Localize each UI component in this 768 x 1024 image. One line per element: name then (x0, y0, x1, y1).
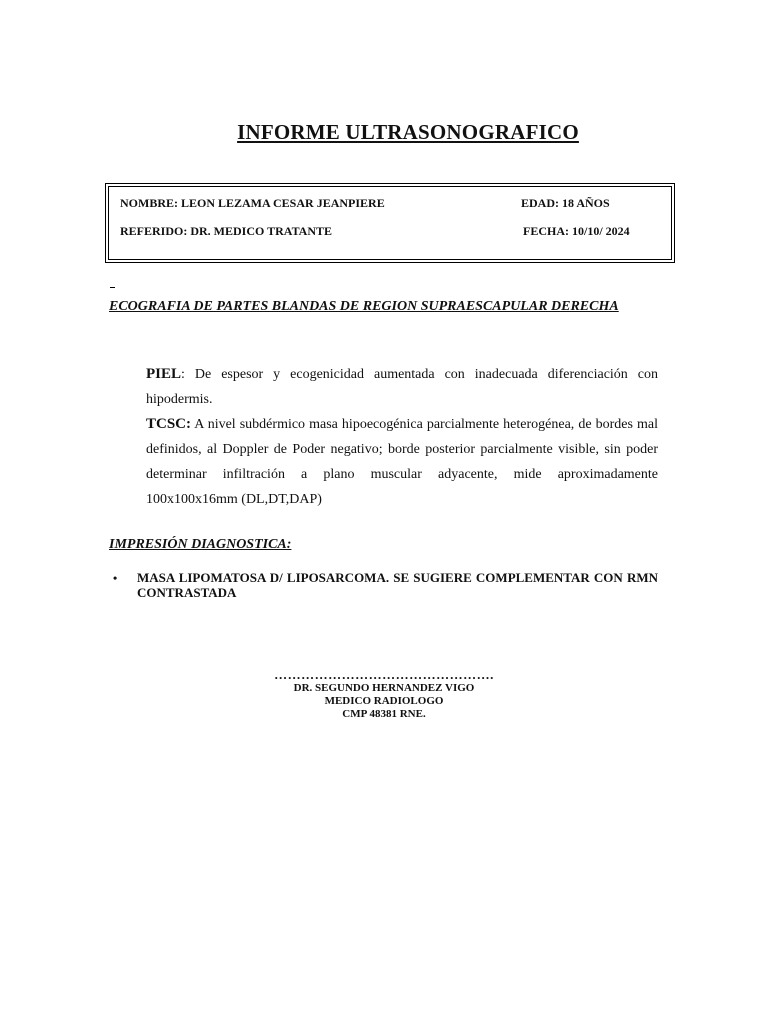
patient-age: EDAD: 18 AÑOS (521, 196, 610, 210)
finding-label: TCSC: (146, 416, 192, 432)
finding-text: : De espesor y ecogenicidad aumentada con inadecuada diferenciación con hipodermis. (146, 367, 658, 407)
impression-text: MASA LIPOMATOSA D/ LIPOSARCOMA. SE SUGIERE COMPLEMENTAR CON RMN CONTRASTADA (137, 570, 658, 600)
signature-block (0, 668, 768, 721)
finding-label: PIEL (146, 366, 182, 382)
finding-piel (146, 362, 658, 412)
signature-role: MEDICO RADIOLOGO (324, 695, 444, 707)
heading-mark (110, 287, 115, 288)
finding-tcsc (146, 412, 658, 512)
bullet-icon: • (113, 571, 118, 585)
referring-doctor: REFERIDO: DR. MEDICO TRATANTE (120, 224, 333, 238)
patient-info-box (105, 183, 675, 263)
report-title: INFORME ULTRASONOGRAFICO (237, 120, 579, 144)
study-heading: ECOGRAFIA DE PARTES BLANDAS DE REGION SUPRAESCAPULAR DERECHA (109, 299, 619, 314)
impression-heading: IMPRESIÓN DIAGNOSTICA: (109, 537, 292, 552)
report-date: FECHA: 10/10/ 2024 (523, 224, 630, 238)
findings-section (146, 362, 658, 512)
signature-line: …………………………………………. (274, 667, 494, 682)
signature-cmp: CMP 48381 RNE. (342, 708, 426, 720)
signature-name: DR. SEGUNDO HERNANDEZ VIGO (293, 682, 475, 694)
finding-text: A nivel subdérmico masa hipoecogénica parcialmente heterogénea, de bordes mal definidos, al Doppler de Poder negativo; borde posterior parcialmente visible, sin poder determinar infiltración a plano muscular adyacente, mide aproximadamente 100x100x16mm (DL,DT,DAP) (146, 417, 658, 507)
patient-name: NOMBRE: LEON LEZAMA CESAR JEANPIERE (120, 196, 385, 210)
